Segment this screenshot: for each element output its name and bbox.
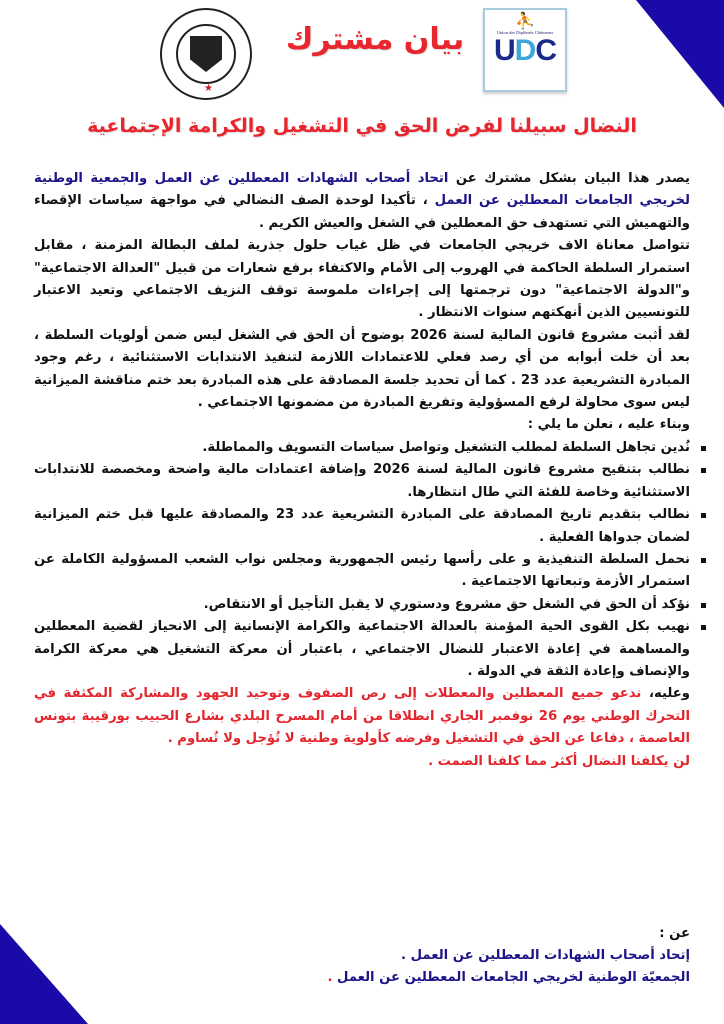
list-item: نحمل السلطة التنفيذية و على رأسها رئيس الجمهورية ومجلس نواب الشعب المسؤولية الكاملة عن استمرار الأزمة وتبعاتها الاجتماعية . (34, 549, 690, 594)
demands-list (34, 437, 690, 683)
people-icon: ⛹ (515, 11, 535, 30)
page-subtitle: النضال سبيلنا لفرض الحق في التشغيل والكرامة الإجتماعية (87, 115, 637, 137)
logo-letter-u: U (493, 34, 515, 67)
logo-letter-d: D (514, 34, 536, 67)
signature-org-2 (327, 967, 690, 989)
seal-inner-ring (176, 24, 236, 84)
udc-logo (483, 8, 567, 92)
call-text: ندعو جميع المعطلين والمعطلات إلى رص الصفوف وتوحيد الجهود والمشاركة المكثفة في التحرك الوطني يوم 26 نوفمبر الجاري انطلاقا من أمام المسرح البلدي بشارع الحبيب بورقيبة بتونس العاصمة ، دفاعا عن الحق في التشغيل وفرضه كأولوية وطنية لا تُؤجل ولا تُساوم . (34, 686, 691, 747)
corner-decoration-top-right (636, 0, 724, 108)
list-item: نؤكد أن الحق في الشغل حق مشروع ودستوري لا يقبل التأجيل أو الانتقاص. (34, 594, 690, 616)
signature-org-2-name: الجمعيّة الوطنية لخريجي الجامعات المعطلين عن العمل (337, 970, 690, 985)
list-item: نطالب بتقديم تاريخ المصادقة على المبادرة التشريعية عدد 23 والمصادقة عليها قبل ختم الميزانية لضمان جدواها الفعلية . (34, 504, 690, 549)
udc-letters (494, 35, 556, 67)
signature-block (327, 923, 690, 989)
logo-tagline: Union des Diplômés Chômeurs (496, 30, 554, 35)
list-item: نطالب بتنقيح مشروع قانون المالية لسنة 2026 وإضافة اعتمادات مالية واضحة ومخصصة للانتدابات الاستثنائية وخاصة للفئة التي طال انتظارها. (34, 459, 690, 504)
association-seal-logo (160, 8, 252, 100)
signature-org-1: إتحاد أصحاب الشهادات المعطلين عن العمل . (401, 948, 690, 963)
intro-text-end: ، تأكيدا لوحدة الصف النضالي في مواجهة سياسات الإقصاء والتهميش التي تستهدف حق المعطلين في الشغل والعيش الكريم . (34, 193, 690, 231)
list-item: نُدين تجاهل السلطة لمطلب التشغيل وتواصل سياسات التسويف والمماطلة. (34, 437, 690, 459)
intro-paragraph (34, 168, 690, 235)
corner-decoration-bottom-left (0, 924, 88, 1024)
signature-label: عن : (659, 926, 690, 941)
page-title: بيان مشترك (285, 22, 465, 57)
intro-organizations: اتحاد أصحاب الشهادات المعطلين عن العمل والجمعية الوطنية لخريجي الجامعات المعطلين عن العمل (34, 171, 690, 209)
call-to-action (34, 683, 690, 750)
context-paragraph: تتواصل معاناة الاف خريجي الجامعات في ظل غياب حلول جذرية لملف البطالة المزمنة ، مقابل استمرار السلطة الحاكمة في الهروب إلى الأمام والاكتفاء برفع شعارات من قبيل "العدالة الاجتماعية" و"الدولة الاجتماعية" دون ترجمتها إلى إجراءات ملموسة توقف النزيف الاجتماعي وتعيد الاعتبار للتونسيين الذين أنهكتهم سنوات الانتظار . (34, 238, 690, 321)
declaration-intro: وبناء عليه ، نعلن ما يلي : (527, 417, 690, 433)
list-item: نهيب بكل القوى الحية المؤمنة بالعدالة الاجتماعية والكرامة الإنسانية إلى الانحياز لقضية المعطلين والمساهمة في إعادة الاعتبار للنضال الاجتماعي ، باعتبار أن معركة التشغيل هي معركة الكرامة والإنصاف وإعادة الثقة في الدولة . (34, 616, 690, 683)
star-icon: ★ (204, 83, 213, 94)
intro-text-start: يصدر هذا البيان بشكل مشترك عن (448, 171, 690, 186)
budget-paragraph: لقد أثبت مشروع قانون المالية لسنة 2026 بوضوح أن الحق في الشغل ليس ضمن أولويات السلطة ، بعد أن خلت أبوابه من أي رصد فعلي للاعتمادات اللازمة لتنفيذ الانتدابات الاستثنائية ، رغم وجود المبادرة التشريعية عدد 23 . كما أن تحديد جلسة المصادقة على هذه المبادرة بعد ختم مناقشة الميزانية ليس سوى محاولة لرفع المسؤولية وتفريغ المبادرة من مضمونها الاجتماعي . (34, 327, 690, 411)
slogan: لن يكلفنا النضال أكثر مما كلفنا الصمت . (428, 753, 690, 769)
shield-icon (190, 36, 222, 72)
statement-body (34, 168, 690, 773)
call-lead: وعليه، (641, 686, 690, 702)
logo-letter-c: C (535, 34, 556, 67)
signature-org-2-end: . (327, 970, 338, 985)
